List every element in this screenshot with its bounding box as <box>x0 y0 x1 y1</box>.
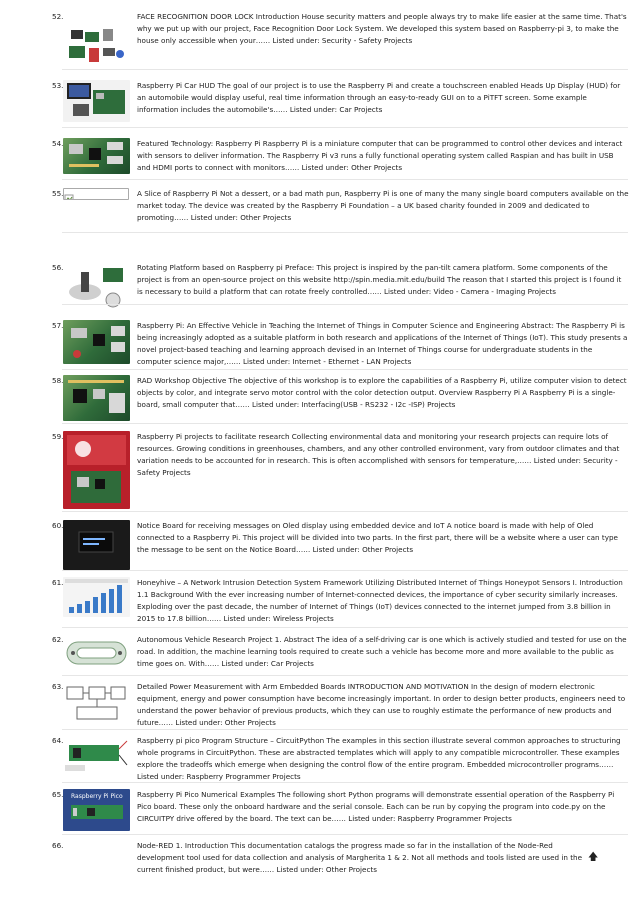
separator <box>62 627 628 628</box>
entry-number: 58. <box>52 376 64 385</box>
entry-thumbnail <box>63 26 130 68</box>
entry-thumbnail <box>63 520 130 570</box>
separator <box>62 511 628 512</box>
raspberry-pi-board-image <box>63 320 130 364</box>
entry-description[interactable]: Featured Technology: Raspberry Pi Raspberry Pi is a miniature computer that can be programmed to control other devices and interact with sensors to deliver information. The Raspberry Pi v3 runs a fully functional operating system called Raspian and has built in USB and HDMI ports to connect with monitors…… Listed under: Other Projects <box>137 139 623 172</box>
entry-number: 54. <box>52 139 64 148</box>
entry-description[interactable]: RAD Workshop Objective The objective of this workshop is to explore the capabilities of a Raspberry Pi, utilize computer vision to detect objects by color, and integrate servo motor control with the color detection output. Overview Raspberry Pi A Raspberry Pi is a single-board, small computer that…… Listed under: Interfacing(USB - RS232 - I2c -ISP) Projects <box>137 376 627 409</box>
entry-number: 63. <box>52 682 64 691</box>
hud-board-image <box>63 80 130 122</box>
entry-number: 65. <box>52 790 64 799</box>
entry-number: 60. <box>52 521 64 530</box>
separator <box>62 834 628 835</box>
entry-thumbnail <box>63 320 130 364</box>
entry-number: 57. <box>52 321 64 330</box>
entry-description[interactable]: Detailed Power Measurement with Arm Embedded Boards INTRODUCTION AND MOTIVATION In the design of modern electronic equipment, energy and power consumption have become increasingly important. In order to design better products, engineers need to understand the power behavior of previous products, which they can use to roughly estimate the performance of new products and future…… Listed under: Other Projects <box>137 682 626 727</box>
entry-thumbnail <box>63 789 130 831</box>
separator <box>62 69 628 70</box>
raspberry-pi-board-image <box>63 375 130 421</box>
entry-number: 66. <box>52 841 64 850</box>
raspberry-pi-box-image <box>63 431 130 509</box>
entry-description[interactable]: Notice Board for receiving messages on Oled display using embedded device and IoT A notice board is made with help of Oled connected to a Raspberry Pi. This project will be divided into two parts. In the first part, there will be a website where a user can type the message to be sent on the Notice Board…… Listed under: Other Projects <box>137 521 618 554</box>
entry-thumbnail <box>63 375 130 421</box>
power-diagram-image <box>63 681 130 725</box>
separator <box>62 675 628 676</box>
vehicle-track-image <box>63 634 130 672</box>
entry-thumbnail <box>63 577 130 617</box>
entry-description[interactable]: Node-RED 1. Introduction This documentation catalogs the progress made so far in the installation of the Node-Red development tool used for data collection and analysis of Margherita 1 & 2. Not all methods and tools listed are used in the current finished product, but were…… Listed under: Other Projects <box>137 841 583 874</box>
separator <box>62 782 628 783</box>
entry-description[interactable]: FACE RECOGNITION DOOR LOCK Introduction House security matters and people always try to make life easier at the same time. That's why we put up with our project, Face Recognition Door Lock System. We developed this system based on Raspberry-pi 3, to make the house only accessible when your…… Listed under: Security - Safety Projects <box>137 12 627 45</box>
entry-thumbnail <box>63 681 130 725</box>
iot-growth-chart-image <box>63 577 130 617</box>
entry-thumbnail <box>63 138 130 174</box>
entry-description[interactable]: Raspberry Pi Car HUD The goal of our project is to use the Raspberry Pi and create a touchscreen enabled Heads Up Display (HUD) for an automobile would display useful, real time information through an easy-to-ready GUI on to a PiTFT screen. Some example information includes the automobile's…… Listed under: Car Projects <box>137 81 621 114</box>
raspberry-pi-board-image <box>63 138 130 174</box>
entry-description[interactable]: Autonomous Vehicle Research Project 1. Abstract The idea of a self-driving car is one which is actively studied and tested for use on the road. In addition, the machine learning tools required to create such a vehicle has become more and more available to the public as time goes on. With…… Listed under: Car Projects <box>137 635 627 668</box>
separator <box>62 127 628 128</box>
entry-thumbnail <box>63 80 130 122</box>
entry-thumbnail <box>63 431 130 509</box>
entry-number: 53. <box>52 81 64 90</box>
oled-display-image <box>63 520 130 570</box>
entry-description[interactable]: Raspberry Pi: An Effective Vehicle in Teaching the Internet of Things in Computer Science and Engineering Abstract: The Raspberry Pi is being increasingly adopted as a suitable platform in both research and applications of the Internet of Things (IoT). This study presents a novel project-based teaching and learning approach devised in an Internet of Things course for undergraduate students in the computer science major,…… Listed under: Internet - Ethernet - LAN Projects <box>137 321 628 366</box>
entry-description[interactable]: A Slice of Raspberry Pi Not a dessert, or a bad math pun, Raspberry Pi is one of many the many single board computers available on the market today. The device was created by the Raspberry Pi Foundation – a UK based charity founded in 2009 and dedicated to promoting…… Listed under: Other Projects <box>137 189 629 222</box>
arrow-up-icon[interactable]: 🡅 <box>588 852 599 863</box>
separator <box>62 304 628 305</box>
pico-thumbnail-title: Raspberry Pi Pico <box>71 793 123 800</box>
entry-description[interactable]: Raspberry Pi Pico Numerical Examples The following short Python programs will demonstrate essential operation of the Raspberry Pi Pico board. These only the onboard hardware and the serial console. Each can be run by copying the program into code.py on the CIRCUITPY drive offered by the board. The text can be…… Listed under: Raspberry Programmer Projects <box>137 790 615 823</box>
entry-number: 61. <box>52 578 64 587</box>
entry-description[interactable]: Raspberry pi pico Program Structure – CircuitPython The examples in this section illustrate several common approaches to structuring whole programs in CircuitPython. These are abstracted templates which will apply to any compatible microcontroller. These examples explore the tradeoffs which emerge when designing the control flow of the entire program. Embedded microcontroller programs…… Listed under: Raspberry Programmer Projects <box>137 736 621 781</box>
separator <box>62 179 628 180</box>
entry-description[interactable]: Rotating Platform based on Raspberry pi Preface: This project is inspired by the pan-tilt camera platform. Some components of the project is from an open-source project on this website http://spin.media.mit.edu/build The reason that I started this project is I found it is necessary to build a platform that can rotate freely controlled…… Listed under: Video - Camera - Imaging Projects <box>137 263 622 296</box>
entry-thumbnail <box>63 188 129 200</box>
pico-circuit-image <box>63 735 130 775</box>
broken-image-icon <box>64 194 74 200</box>
separator <box>62 423 628 424</box>
separator <box>62 232 628 233</box>
entry-thumbnail <box>63 735 130 775</box>
separator <box>62 369 628 370</box>
entry-description[interactable]: Honeyhive – A Network Intrusion Detection System Framework Utilizing Distributed Internet of Things Honeypot Sensors I. Introduction 1.1 Background With the ever increasing number of Internet-connected devices, the importance of cyber security similarly increases. Exploding over the past decade, the number of Internet of Things (IoT) devices connected to the internet jumped from 3.8 billion in 2015 to 17.8 billion…… Listed under: Wireless Projects <box>137 578 623 623</box>
components-image <box>63 26 130 68</box>
entry-number: 64. <box>52 736 64 745</box>
separator <box>62 570 628 571</box>
entry-number: 52. <box>52 12 64 21</box>
entry-number: 56. <box>52 263 64 272</box>
separator <box>62 729 628 730</box>
entry-thumbnail <box>63 634 130 672</box>
entry-description[interactable]: Raspberry Pi projects to facilitate research Collecting environmental data and monitoring your research projects can require lots of resources. Growing conditions in greenhouses, chambers, and any other controlled environment, vary from outdoor climates and that variation needs to be accounted for in research. This is often accomplished with sensors for temperature,…… Listed under: Security - Safety Projects <box>137 432 620 477</box>
entry-number: 55. <box>52 189 64 198</box>
entry-number: 59. <box>52 432 64 441</box>
entry-number: 62. <box>52 635 64 644</box>
